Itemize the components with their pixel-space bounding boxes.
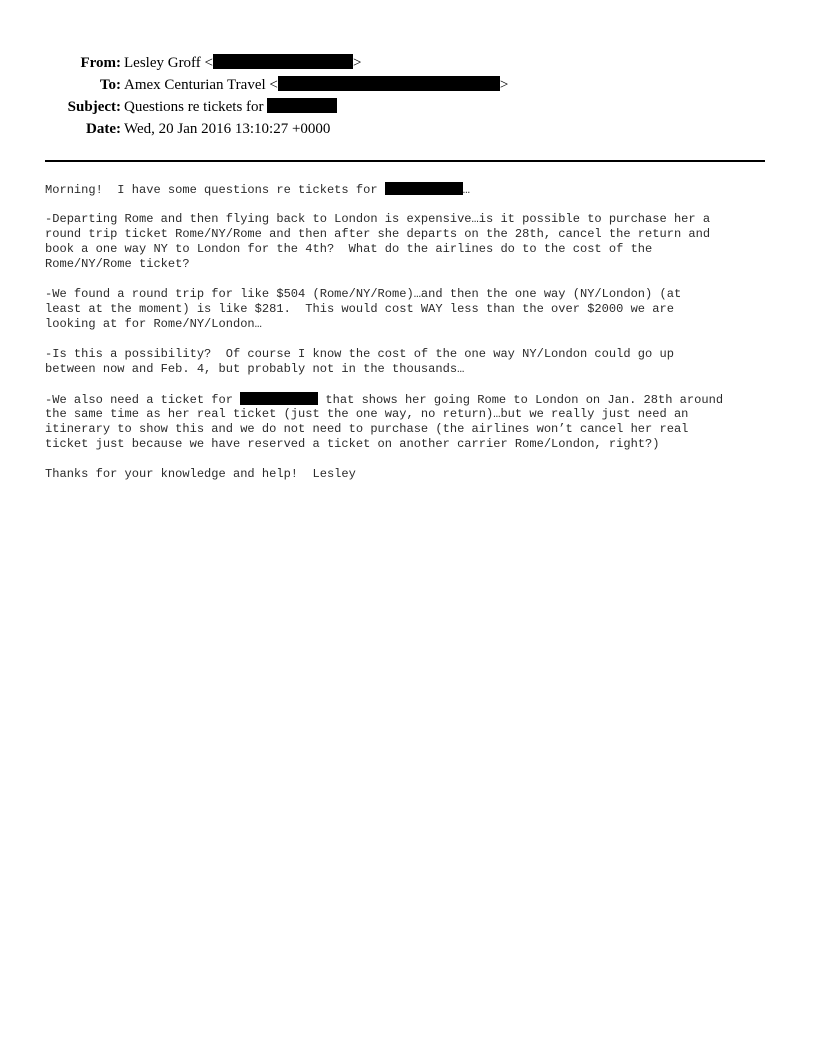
greeting-ellipsis: … — [462, 183, 471, 197]
redaction-bar — [278, 76, 500, 91]
paragraph-greeting — [45, 182, 785, 197]
body-line: least at the moment) is like $281. This would cost WAY less than the over $2000 we are — [45, 302, 674, 316]
redaction-bar — [267, 98, 337, 113]
paragraph-thanks: Thanks for your knowledge and help! Lesley — [45, 467, 356, 481]
body-line: between now and Feb. 4, but probably not in the thousands… — [45, 362, 465, 376]
header-divider — [45, 160, 765, 162]
date-value: Wed, 20 Jan 2016 13:10:27 +0000 — [124, 121, 331, 137]
paragraph-departing — [45, 212, 785, 272]
body-line: itinerary to show this and we do not need to purchase (the airlines won’t cancel her real — [45, 422, 689, 436]
to-row — [0, 74, 816, 96]
from-label: From: — [80, 55, 121, 71]
from-name: Lesley Groff < — [124, 55, 213, 71]
to-value — [124, 74, 508, 96]
body-line: the same time as her real ticket (just the one way, no return)…but we really just need an — [45, 407, 689, 421]
body-line: -Departing Rome and then flying back to London is expensive…is it possible to purchase her a — [45, 212, 711, 226]
from-close: > — [353, 55, 362, 71]
body-line: book a one way NY to London for the 4th? What do the airlines do to the cost of the — [45, 242, 653, 256]
subject-label: Subject: — [67, 99, 121, 115]
from-value — [124, 52, 361, 74]
email-header — [0, 52, 816, 140]
body-line: ticket just because we have reserved a ticket on another carrier Rome/London, right?) — [45, 437, 660, 451]
also-need-text: -We also need a ticket for — [45, 393, 241, 407]
paragraph-round-trip — [45, 287, 785, 332]
paragraph-also-need — [45, 392, 785, 452]
to-name: Amex Centurian Travel < — [124, 77, 278, 93]
paragraph-possibility — [45, 347, 785, 377]
to-label: To: — [99, 77, 121, 93]
to-close: > — [499, 77, 509, 93]
redaction-bar — [240, 392, 318, 405]
redaction-bar — [213, 54, 353, 69]
body-line: looking at for Rome/NY/London… — [45, 317, 262, 331]
also-need-text-cont: that shows her going Rome to London on Jan. 28th around — [318, 393, 724, 407]
greeting-text: Morning! I have some questions re tickets for — [45, 183, 385, 197]
date-label: Date: — [86, 121, 121, 137]
body-line: Rome/NY/Rome ticket? — [45, 257, 190, 271]
body-line: -We found a round trip for like $504 (Rome/NY/Rome)…and then the one way (NY/London) (at — [45, 287, 682, 301]
subject-text: Questions re tickets for — [124, 99, 264, 115]
body-line — [45, 392, 785, 407]
body-line: -Is this a possibility? Of course I know the cost of the one way NY/London could go up — [45, 347, 674, 361]
subject-value — [124, 96, 337, 118]
from-row — [0, 52, 816, 74]
redaction-bar — [385, 182, 463, 195]
date-row — [0, 118, 816, 140]
email-body — [45, 182, 785, 482]
body-line: round trip ticket Rome/NY/Rome and then after she departs on the 28th, cancel the return and — [45, 227, 711, 241]
subject-row — [0, 96, 816, 118]
